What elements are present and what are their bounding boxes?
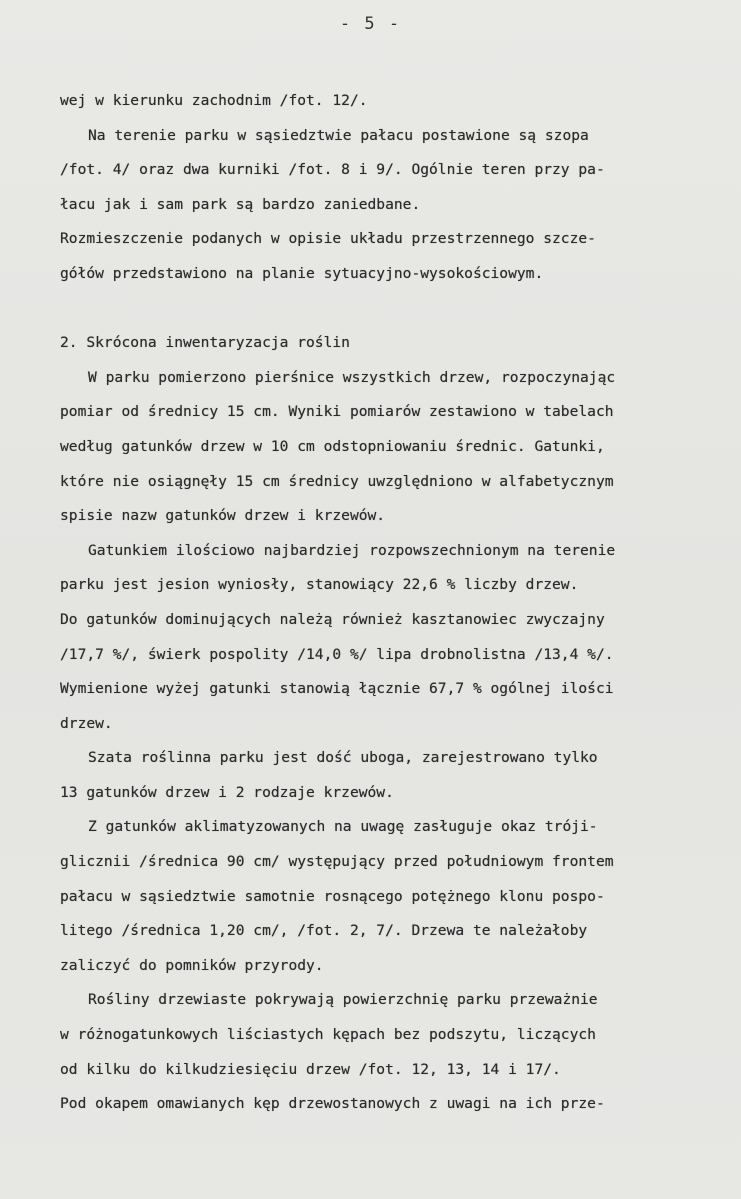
section-heading: 2. Skrócona inwentaryzacja roślin: [60, 334, 350, 352]
text-line: litego /średnica 1,20 cm/, /fot. 2, 7/. Drzewa te należałoby: [60, 922, 588, 940]
text-line: 13 gatunków drzew i 2 rodzaje krzewów.: [60, 783, 394, 801]
text-line: od kilku do kilkudziesięciu drzew /fot. 12, 13, 14 i 17/.: [60, 1060, 561, 1078]
text-line: pomiar od średnicy 15 cm. Wyniki pomiarów zestawiono w tabelach: [60, 403, 614, 421]
text-line: które nie osiągnęły 15 cm średnicy uwzględniono w alfabetycznym: [60, 472, 614, 490]
text-line: zaliczyć do pomników przyrody.: [60, 956, 324, 974]
text-line: W parku pomierzono pierśnice wszystkich drzew, rozpoczynając: [88, 368, 616, 386]
text-line: Z gatunków aklimatyzowanych na uwagę zasługuje okaz tróji-: [88, 818, 598, 836]
text-line: Rozmieszczenie podanych w opisie układu przestrzennego szcze-: [60, 230, 596, 248]
text-line: pałacu w sąsiedztwie samotnie rosnącego potężnego klonu pospo-: [60, 887, 605, 905]
text-line: /fot. 4/ oraz dwa kurniki /fot. 8 i 9/. Ogólnie teren przy pa-: [60, 161, 605, 179]
page-number: - 5 -: [339, 14, 402, 34]
text-line: łacu jak i sam park są bardzo zaniedbane.: [60, 195, 421, 213]
text-line: Szata roślinna parku jest dość uboga, zarejestrowano tylko: [88, 749, 598, 767]
text-line: Pod okapem omawianych kęp drzewostanowych z uwagi na ich prze-: [60, 1095, 605, 1113]
text-line: gółów przedstawiono na planie sytuacyjno-wysokościowym.: [60, 264, 544, 282]
text-line: Na terenie parku w sąsiedztwie pałacu postawione są szopa: [88, 126, 589, 144]
text-line: Do gatunków dominujących należą również kasztanowiec zwyczajny: [60, 610, 605, 628]
text-line: parku jest jesion wyniosły, stanowiący 22,6 % liczby drzew.: [60, 576, 579, 594]
text-line: /17,7 %/, świerk pospolity /14,0 %/ lipa drobnolistna /13,4 %/.: [60, 645, 614, 663]
text-line: wej w kierunku zachodnim /fot. 12/.: [60, 92, 368, 109]
text-line: Wymienione wyżej gatunki stanowią łącznie 67,7 % ogólnej ilości: [60, 680, 614, 698]
text-line: spisie nazw gatunków drzew i krzewów.: [60, 507, 386, 525]
text-line: drzew.: [60, 714, 113, 732]
text-line: w różnogatunkowych liściastych kępach bez podszytu, liczących: [60, 1026, 596, 1044]
text-line: Gatunkiem ilościowo najbardziej rozpowszechnionym na terenie: [88, 541, 616, 559]
body-text: [60, 84, 720, 1122]
text-line: Rośliny drzewiaste pokrywają powierzchnię parku przeważnie: [88, 991, 598, 1009]
text-line: według gatunków drzew w 10 cm odstopniowaniu średnic. Gatunki,: [60, 437, 605, 455]
text-line: glicznii /średnica 90 cm/ występujący przed południowym frontem: [60, 853, 614, 871]
paragraph-gap: [60, 292, 720, 327]
